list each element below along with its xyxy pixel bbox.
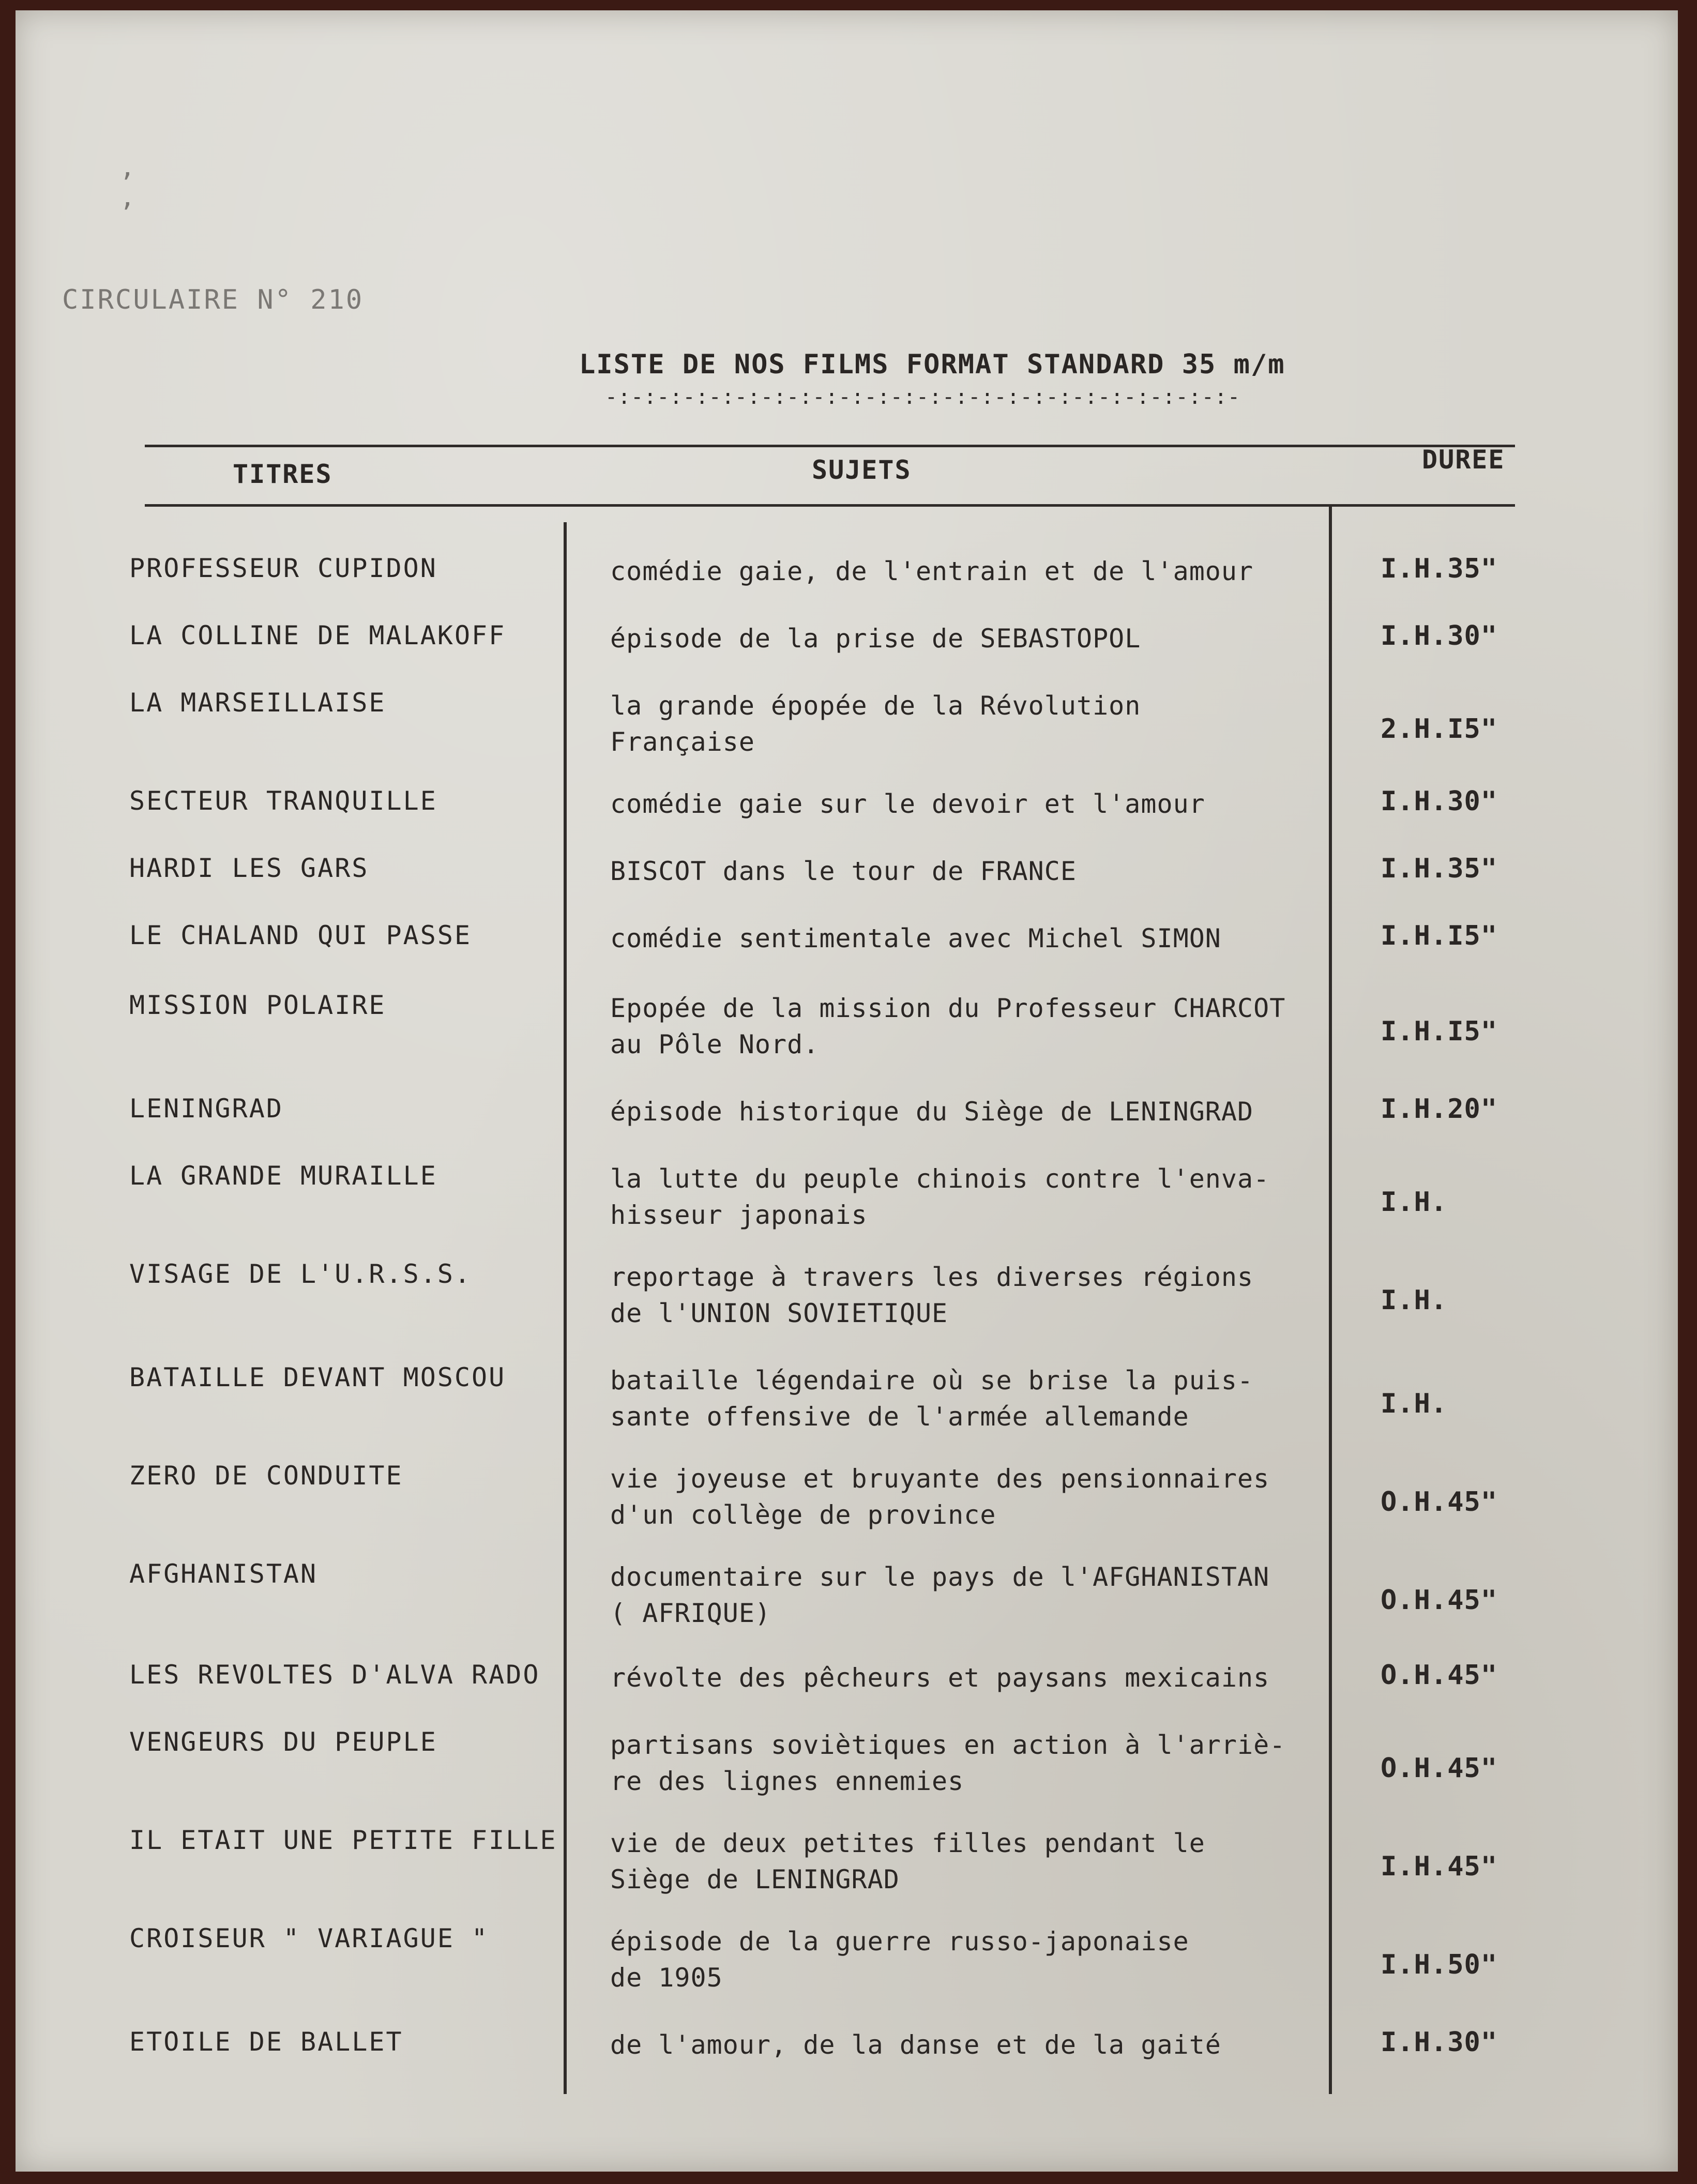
film-subject-line: de 1905 xyxy=(610,1963,723,1993)
film-subject-line: comédie gaie sur le devoir et l'amour xyxy=(610,789,1205,819)
film-title: VENGEURS DU PEUPLE xyxy=(129,1727,437,1757)
film-subject-line: révolte des pêcheurs et paysans mexicains xyxy=(610,1663,1270,1693)
film-subject-line: épisode de la guerre russo-japonaise xyxy=(610,1927,1189,1957)
film-subject xyxy=(610,1094,1344,1130)
film-subject-line: la grande épopée de la Révolution xyxy=(610,691,1141,721)
film-title: CROISEUR " VARIAGUE " xyxy=(129,1923,489,1953)
film-subject xyxy=(610,920,1344,957)
film-subject xyxy=(610,990,1344,1063)
header-bottom-rule xyxy=(145,504,1515,507)
column-header-sujets: SUJETS xyxy=(812,455,912,485)
document-page xyxy=(16,10,1678,2172)
film-subject-line: re des lignes ennemies xyxy=(610,1766,964,1796)
film-subject-line: bataille légendaire où se brise la puis- xyxy=(610,1366,1254,1396)
film-title: LA GRANDE MURAILLE xyxy=(129,1161,437,1191)
film-duration: I.H.35" xyxy=(1381,853,1498,884)
table-top-rule xyxy=(145,445,1515,447)
film-title: LA MARSEILLAISE xyxy=(129,688,386,718)
film-duration: I.H.50" xyxy=(1381,1949,1498,1980)
film-subject xyxy=(610,1559,1344,1631)
film-subject-line: hisseur japonais xyxy=(610,1200,868,1230)
film-title: ZERO DE CONDUITE xyxy=(129,1461,403,1491)
film-subject-line: au Pôle Nord. xyxy=(610,1029,820,1059)
film-duration: I.H. xyxy=(1381,1388,1448,1419)
film-subject xyxy=(610,853,1344,889)
film-subject-line: Siège de LENINGRAD xyxy=(610,1864,900,1894)
film-subject-line: comédie gaie, de l'entrain et de l'amour xyxy=(610,556,1254,586)
film-subject-line: de l'UNION SOVIETIQUE xyxy=(610,1298,948,1328)
film-duration: O.H.45" xyxy=(1381,1753,1498,1784)
film-subject-line: épisode de la prise de SEBASTOPOL xyxy=(610,624,1141,654)
film-subject xyxy=(610,786,1344,822)
film-duration: I.H.30" xyxy=(1381,786,1498,817)
film-subject-line: partisans soviètiques en action à l'arriè- xyxy=(610,1730,1286,1760)
film-subject xyxy=(610,1923,1344,1996)
film-title: IL ETAIT UNE PETITE FILLE xyxy=(129,1825,557,1855)
film-duration: I.H. xyxy=(1381,1187,1448,1218)
film-subject xyxy=(610,1362,1344,1435)
film-subject xyxy=(610,620,1344,657)
film-subject-line: la lutte du peuple chinois contre l'enva- xyxy=(610,1164,1270,1194)
film-title: LES REVOLTES D'ALVA RADO xyxy=(129,1660,540,1690)
film-duration: I.H.45" xyxy=(1381,1851,1498,1882)
film-duration: 2.H.I5" xyxy=(1381,714,1498,745)
film-subject-line: ( AFRIQUE) xyxy=(610,1598,771,1628)
film-subject-line: sante offensive de l'armée allemande xyxy=(610,1402,1189,1432)
film-duration: I.H.I5" xyxy=(1381,920,1498,951)
film-subject xyxy=(610,1259,1344,1331)
column-header-titres: TITRES xyxy=(233,459,332,489)
film-duration: O.H.45" xyxy=(1381,1487,1498,1518)
film-duration: I.H.35" xyxy=(1381,553,1498,584)
film-subject-line: Française xyxy=(610,727,755,757)
film-duration: I.H.I5" xyxy=(1381,1016,1498,1047)
film-duration: I.H. xyxy=(1381,1285,1448,1316)
column-header-duree: DUREE xyxy=(1422,445,1505,475)
film-subject xyxy=(610,553,1344,589)
film-subject-line: reportage à travers les diverses régions xyxy=(610,1262,1254,1292)
film-duration: I.H.30" xyxy=(1381,620,1498,651)
column-divider-left xyxy=(564,522,567,2094)
film-subject-line: BISCOT dans le tour de FRANCE xyxy=(610,856,1077,886)
film-subject xyxy=(610,1660,1344,1696)
punch-marks: ’ ’ xyxy=(119,168,166,228)
film-duration: O.H.45" xyxy=(1381,1585,1498,1616)
film-title: ETOILE DE BALLET xyxy=(129,2027,403,2057)
film-subject-line: vie joyeuse et bruyante des pensionnaires xyxy=(610,1464,1270,1494)
film-title: BATAILLE DEVANT MOSCOU xyxy=(129,1362,506,1392)
film-subject-line: d'un collège de province xyxy=(610,1500,996,1530)
film-duration: O.H.45" xyxy=(1381,1660,1498,1691)
film-subject-line: vie de deux petites filles pendant le xyxy=(610,1828,1205,1858)
film-subject-line: épisode historique du Siège de LENINGRAD xyxy=(610,1097,1254,1127)
film-subject xyxy=(610,1825,1344,1898)
film-subject-line: Epopée de la mission du Professeur CHARCOT xyxy=(610,993,1286,1023)
film-subject xyxy=(610,1461,1344,1533)
film-title: HARDI LES GARS xyxy=(129,853,369,883)
circular-number: CIRCULAIRE N° 210 xyxy=(62,284,364,315)
film-subject-line: documentaire sur le pays de l'AFGHANISTAN xyxy=(610,1562,1270,1592)
film-subject-line: de l'amour, de la danse et de la gaité xyxy=(610,2030,1221,2060)
film-title: PROFESSEUR CUPIDON xyxy=(129,553,437,583)
film-subject xyxy=(610,688,1344,760)
film-duration: I.H.30" xyxy=(1381,2027,1498,2058)
document-title: LISTE DE NOS FILMS FORMAT STANDARD 35 m/m xyxy=(579,349,1285,380)
film-title: SECTEUR TRANQUILLE xyxy=(129,786,437,816)
film-subject-line: comédie sentimentale avec Michel SIMON xyxy=(610,923,1221,953)
film-subject xyxy=(610,2027,1344,2063)
title-underline: -:-:-:-:-:-:-:-:-:-:-:-:-:-:-:-:-:-:-:-:-:-:-:-:- xyxy=(605,385,1241,409)
film-subject xyxy=(610,1727,1344,1799)
film-title: AFGHANISTAN xyxy=(129,1559,318,1589)
film-title: LENINGRAD xyxy=(129,1094,283,1124)
film-title: MISSION POLAIRE xyxy=(129,990,386,1020)
film-title: VISAGE DE L'U.R.S.S. xyxy=(129,1259,472,1289)
film-title: LE CHALAND QUI PASSE xyxy=(129,920,472,950)
film-subject xyxy=(610,1161,1344,1233)
film-title: LA COLLINE DE MALAKOFF xyxy=(129,620,506,650)
film-duration: I.H.20" xyxy=(1381,1094,1498,1125)
